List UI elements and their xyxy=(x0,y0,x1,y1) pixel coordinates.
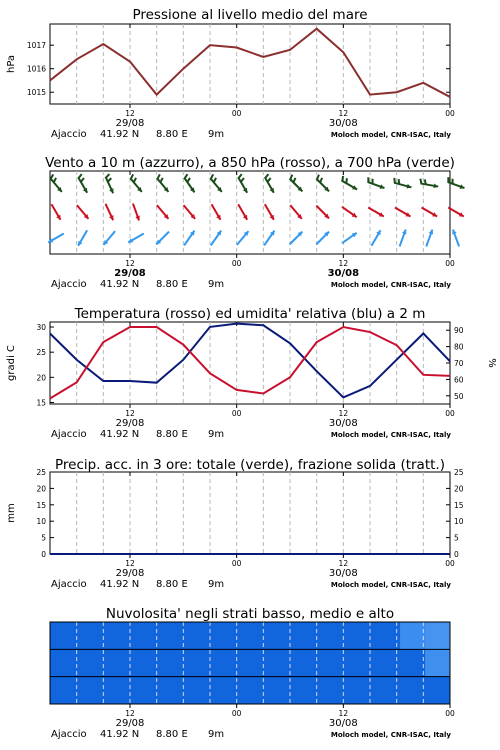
y-tick-label: 15 xyxy=(36,398,46,408)
x-tick-label: 00 xyxy=(231,409,242,418)
cloud-cell xyxy=(275,622,301,649)
wind-arrow-700hpa xyxy=(50,174,62,191)
longitude: 8.80 E xyxy=(156,129,188,140)
y-tick-label: 5 xyxy=(41,533,46,543)
wind-arrow-10m xyxy=(104,231,116,245)
wind-arrow-700hpa xyxy=(130,174,142,191)
wind-arrow-850hpa xyxy=(106,204,114,220)
wind-barb xyxy=(239,174,242,178)
longitude: 8.80 E xyxy=(156,729,188,740)
wind-barb xyxy=(290,175,292,180)
wind-arrow-850hpa xyxy=(212,204,221,220)
cloud-cell xyxy=(275,677,301,704)
y-axis-label: gradi C xyxy=(6,345,17,381)
cloud-cell xyxy=(325,622,351,649)
wind-barb xyxy=(317,175,319,180)
chart-title: Vento a 10 m (azzurro), a 850 hPa (rosso), a 700 hPa (verde) xyxy=(45,155,455,171)
y-tick-label: 30 xyxy=(36,323,46,333)
cloud-cell xyxy=(250,677,276,704)
x-tick-label: 12 xyxy=(338,259,349,268)
y2-tick-label: 20 xyxy=(454,484,464,494)
wind-arrow-700hpa xyxy=(210,174,222,191)
longitude: 8.80 E xyxy=(156,429,188,440)
wind-arrow-850hpa xyxy=(316,206,329,219)
wind-barb xyxy=(346,178,347,183)
wind-barb xyxy=(241,178,244,182)
x-tick-label: 12 xyxy=(125,409,135,418)
y2-tick-label: 5 xyxy=(454,533,459,543)
cloud-cell xyxy=(75,622,101,649)
wind-arrow-850hpa xyxy=(52,204,61,220)
wind-arrow-10m xyxy=(290,232,303,245)
longitude: 8.80 E xyxy=(156,579,188,590)
pressure-panel xyxy=(6,7,455,140)
cloud-cell xyxy=(300,677,326,704)
wind-arrow-10m xyxy=(426,230,433,247)
wind-arrow-10m xyxy=(400,230,407,247)
wind-arrow-700hpa xyxy=(106,174,114,193)
latitude: 41.92 N xyxy=(100,579,140,590)
date-label: 29/08 xyxy=(115,718,145,729)
wind-arrow-850hpa xyxy=(77,205,89,219)
x-tick-label: 12 xyxy=(338,109,349,118)
y-tick-label: 25 xyxy=(36,468,46,477)
cloud-cell xyxy=(275,649,301,676)
wind-barb xyxy=(79,174,82,178)
x-tick-label: 12 xyxy=(338,559,349,568)
wind-arrow-850hpa xyxy=(265,204,274,220)
date-label: 30/08 xyxy=(328,118,358,129)
chart-title: Temperatura (rosso) ed umidita' relativa (blu) a 2 m xyxy=(74,306,426,322)
x-tick-label: 12 xyxy=(125,259,135,268)
y2-tick-label: 90 xyxy=(454,326,464,336)
x-tick-label: 00 xyxy=(231,259,242,268)
cloud-cell xyxy=(225,622,251,649)
wind-arrow-850hpa xyxy=(290,205,302,219)
y2-tick-label: 25 xyxy=(454,468,464,477)
wind-barb xyxy=(399,179,400,184)
pressure-line xyxy=(50,29,450,97)
x-tick-label: 00 xyxy=(445,409,455,418)
station-name: Ajaccio xyxy=(51,279,87,290)
wind-arrow-10m xyxy=(184,231,194,246)
wind-barb xyxy=(131,174,133,178)
wind-arrow-850hpa xyxy=(342,207,357,217)
x-tick-label: 00 xyxy=(445,259,455,268)
x-tick-label: 00 xyxy=(231,559,242,568)
y2-tick-label: 50 xyxy=(454,391,464,401)
temperature-humidity-panel xyxy=(6,306,497,440)
wind-arrow-10m xyxy=(342,233,357,243)
chart-title: Pressione al livello medio del mare xyxy=(132,7,368,23)
wind-arrow-850hpa xyxy=(395,208,411,217)
wind-arrow-10m xyxy=(452,230,459,247)
y2-tick-label: 15 xyxy=(454,500,464,510)
cloud-cell xyxy=(350,677,376,704)
wind-arrow-850hpa xyxy=(133,204,140,221)
wind-barb xyxy=(425,179,426,184)
wind-barb xyxy=(268,178,271,182)
y-tick-label: 10 xyxy=(36,517,46,527)
latitude: 41.92 N xyxy=(100,729,140,740)
cloud-cell xyxy=(125,677,151,704)
date-label: 29/08 xyxy=(115,568,145,579)
date-label: 30/08 xyxy=(328,418,358,429)
cloud-cell xyxy=(400,677,426,704)
cloud-cell xyxy=(50,649,76,676)
wind-barb xyxy=(54,178,56,182)
wind-barb xyxy=(293,178,295,183)
cloud-cell xyxy=(225,677,251,704)
x-tick-label: 00 xyxy=(445,709,455,718)
cloud-cell xyxy=(200,622,226,649)
elevation: 9m xyxy=(208,729,225,740)
wind-arrow-10m xyxy=(316,232,329,245)
cloud-cell xyxy=(400,622,426,649)
cloud-cell xyxy=(125,649,151,676)
y-tick-label: 0 xyxy=(41,550,46,559)
humidity-line xyxy=(50,324,450,398)
longitude: 8.80 E xyxy=(156,279,188,290)
wind-barb xyxy=(420,179,421,184)
station-name: Ajaccio xyxy=(51,579,87,590)
latitude: 41.92 N xyxy=(100,429,140,440)
wind-arrow-10m xyxy=(128,234,144,243)
wind-barb xyxy=(214,178,216,182)
cloud-cell xyxy=(350,622,376,649)
y2-tick-label: 60 xyxy=(454,375,464,385)
elevation: 9m xyxy=(208,279,225,290)
wind-arrow-700hpa xyxy=(265,174,274,193)
cloud-cell xyxy=(175,649,201,676)
date-label: 29/08 xyxy=(115,118,145,129)
date-label: 30/08 xyxy=(328,568,358,579)
model-credit: Moloch model, CNR-ISAC, Italy xyxy=(330,281,451,289)
cloud-cell xyxy=(75,649,101,676)
date-label: 30/08 xyxy=(327,268,360,279)
wind-arrow-700hpa xyxy=(157,174,169,191)
cloud-cell xyxy=(300,622,326,649)
cloud-cell xyxy=(425,622,451,649)
wind-barb xyxy=(157,174,159,178)
model-credit: Moloch model, CNR-ISAC, Italy xyxy=(330,131,451,139)
latitude: 41.92 N xyxy=(100,129,140,140)
cloud-cell xyxy=(75,677,101,704)
wind-arrow-10m xyxy=(237,231,249,245)
station-name: Ajaccio xyxy=(51,429,87,440)
plot-frame xyxy=(50,472,450,554)
cloud-cell xyxy=(425,677,451,704)
cloud-cell xyxy=(225,649,251,676)
cloud-cell xyxy=(50,677,76,704)
wind-arrow-850hpa xyxy=(238,204,247,220)
date-label: 30/08 xyxy=(328,718,358,729)
wind-arrow-850hpa xyxy=(184,205,196,219)
precipitation-panel xyxy=(6,457,464,590)
wind-arrow-10m xyxy=(78,230,87,246)
wind-arrow-850hpa xyxy=(448,208,464,217)
y-tick-label: 20 xyxy=(36,373,46,383)
x-tick-label: 00 xyxy=(445,109,455,118)
elevation: 9m xyxy=(208,129,225,140)
cloud-cell xyxy=(250,622,276,649)
wind-barb xyxy=(185,174,188,178)
wind-barb xyxy=(187,178,190,182)
cloud-cell xyxy=(200,677,226,704)
x-tick-label: 12 xyxy=(125,559,135,568)
y2-tick-label: 10 xyxy=(454,517,464,527)
cloud-cell xyxy=(250,649,276,676)
wind-barb xyxy=(265,174,268,178)
y-axis-label: hPa xyxy=(6,54,17,74)
wind-arrow-10m xyxy=(372,230,381,246)
x-tick-label: 12 xyxy=(125,709,135,718)
wind-arrow-700hpa xyxy=(78,174,87,193)
x-tick-label: 12 xyxy=(338,409,349,418)
cloud-cell xyxy=(125,622,151,649)
model-credit: Moloch model, CNR-ISAC, Italy xyxy=(330,731,451,739)
y-tick-label: 1015 xyxy=(26,88,46,98)
wind-arrow-10m xyxy=(264,231,274,246)
wind-arrow-850hpa xyxy=(157,205,169,219)
y-tick-label: 15 xyxy=(36,500,46,510)
wind-arrow-700hpa xyxy=(290,175,303,192)
cloud-cell xyxy=(175,622,201,649)
cloud-cell xyxy=(325,649,351,676)
wind-arrow-700hpa xyxy=(184,174,194,192)
cloud-cell xyxy=(400,649,426,676)
y2-tick-label: 0 xyxy=(454,550,459,559)
chart-title: Precip. acc. in 3 ore: totale (verde), frazione solida (tratt.) xyxy=(55,457,445,473)
cloud-cell xyxy=(325,677,351,704)
cloud-cell xyxy=(425,649,451,676)
x-tick-label: 12 xyxy=(125,109,135,118)
cloud-cell xyxy=(150,677,176,704)
wind-arrow-700hpa xyxy=(238,174,247,193)
model-credit: Moloch model, CNR-ISAC, Italy xyxy=(330,431,451,439)
y2-axis-label: % xyxy=(486,358,497,368)
wind-arrow-10m xyxy=(211,231,221,246)
latitude: 41.92 N xyxy=(100,279,140,290)
wind-barb xyxy=(394,178,395,183)
y2-tick-label: 80 xyxy=(454,342,464,352)
wind-barb xyxy=(320,178,322,183)
station-name: Ajaccio xyxy=(51,729,87,740)
cloud-cell xyxy=(175,677,201,704)
cloud-cell xyxy=(50,622,76,649)
wind-barb xyxy=(108,178,111,182)
y-axis-label: mm xyxy=(6,503,17,523)
y2-tick-label: 70 xyxy=(454,359,464,368)
x-tick-label: 12 xyxy=(338,709,349,718)
wind-arrow-700hpa xyxy=(342,176,358,189)
elevation: 9m xyxy=(208,579,225,590)
model-credit: Moloch model, CNR-ISAC, Italy xyxy=(330,581,451,589)
y-tick-label: 1017 xyxy=(26,41,46,51)
wind-barb xyxy=(51,174,53,178)
station-name: Ajaccio xyxy=(51,129,87,140)
x-tick-label: 00 xyxy=(231,709,242,718)
y-tick-label: 1016 xyxy=(26,64,46,74)
wind-barb xyxy=(211,174,213,178)
wind-barb xyxy=(160,178,162,182)
temperature-line xyxy=(50,327,450,398)
cloud-cell xyxy=(300,649,326,676)
cloud-cover-panel xyxy=(50,606,455,740)
x-tick-label: 00 xyxy=(231,109,242,118)
x-tick-label: 00 xyxy=(445,559,455,568)
date-label: 29/08 xyxy=(114,268,146,279)
wind-arrow-700hpa xyxy=(316,175,329,192)
wind-barb xyxy=(106,174,109,178)
y-tick-label: 25 xyxy=(36,348,46,358)
cloud-cell xyxy=(150,622,176,649)
wind-arrow-10m xyxy=(156,232,169,245)
elevation: 9m xyxy=(208,429,225,440)
cloud-cell xyxy=(350,649,376,676)
y-tick-label: 20 xyxy=(36,484,46,494)
wind-arrow-850hpa xyxy=(422,208,438,217)
wind-panel xyxy=(45,155,464,290)
date-label: 29/08 xyxy=(115,418,145,429)
cloud-cell xyxy=(150,649,176,676)
wind-barb xyxy=(81,178,84,182)
wind-barb xyxy=(342,176,343,181)
chart-title: Nuvolosita' negli strati basso, medio e alto xyxy=(105,606,395,622)
wind-barb xyxy=(134,178,136,182)
cloud-cell xyxy=(200,649,226,676)
wind-arrow-850hpa xyxy=(368,208,384,217)
wind-arrow-10m xyxy=(48,234,64,243)
